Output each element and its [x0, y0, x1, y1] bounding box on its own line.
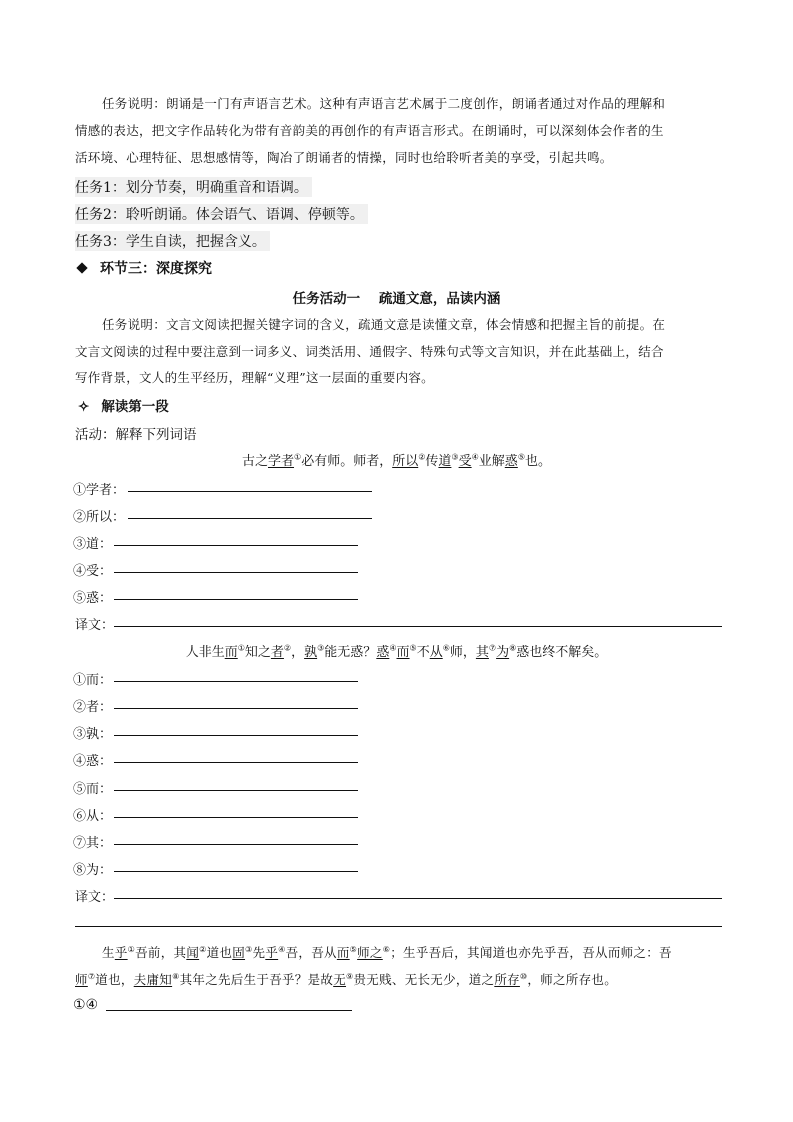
s3-item-blank[interactable]	[106, 1010, 352, 1011]
s1-translation-blank[interactable]	[114, 626, 722, 627]
s1-item-4-blank[interactable]	[114, 572, 358, 573]
part-title: 解读第一段	[101, 399, 169, 415]
s2-item-8-blank[interactable]	[114, 871, 358, 872]
sentence-1: 古之学者①必有师。师者，所以②传道③受④业解惑⑤也。	[241, 452, 551, 469]
s1-item-1-label: ①学者：	[73, 483, 126, 498]
sentence-3-line-1: 生乎①吾前，其闻②道也固③先乎④吾，吾从而⑤师之⑥；生乎吾后，其闻道也亦先乎吾，吾从而师之：吾	[102, 945, 672, 961]
s2-translation-blank[interactable]	[114, 898, 722, 899]
s2-item-4-label: ④惑：	[73, 754, 113, 769]
task-2: 任务2：聆听朗诵。体会语气、语调、停顿等。	[75, 204, 368, 224]
s2-item-2-label: ②者：	[73, 700, 113, 715]
task-1: 任务1：划分节奏，明确重音和语调。	[75, 177, 312, 197]
s2-item-5-label: ⑤而：	[73, 782, 113, 797]
sentence-3-line-2: 师⑦道也，夫庸知⑧其年之先后生于吾乎？是故无⑨贵无贱、无长无少，道之所存⑩，师之所存也。	[75, 972, 618, 988]
intro-line-1: 任务说明：朗诵是一门有声语言艺术。这种有声语言艺术属于二度创作，朗诵者通过对作品的理解和	[102, 96, 666, 111]
s2-item-1-label: ①而：	[73, 673, 113, 688]
s1-item-2-blank[interactable]	[128, 518, 372, 519]
s2-item-3-label: ③孰：	[73, 727, 113, 742]
s2-item-6-blank[interactable]	[114, 817, 358, 818]
activity-desc-1: 任务说明：文言文阅读把握关键字词的含义，疏通文意是读懂文章，体会情感和把握主旨的前提。在	[102, 317, 666, 332]
activity-desc-2: 文言文阅读的过程中要注意到一词多义、词类活用、通假字、特殊句式等文言知识，并在此基础上，结合	[75, 344, 664, 359]
s3-item-label: ①④	[73, 997, 99, 1013]
s1-item-3-blank[interactable]	[114, 545, 358, 546]
sparkle-bullet-icon: ✧	[78, 399, 90, 415]
diamond-bullet-icon	[76, 262, 87, 273]
section-heading	[78, 258, 212, 278]
s1-translation-label: 译文：	[75, 618, 115, 633]
s2-item-2-blank[interactable]	[114, 708, 358, 709]
s2-item-8-label: ⑧为：	[73, 863, 113, 878]
s1-item-5-blank[interactable]	[114, 599, 358, 600]
s1-item-4-label: ④受：	[73, 564, 113, 579]
activity-desc-3: 写作背景，文人的生平经历，理解“义理”这一层面的重要内容。	[75, 370, 434, 385]
s2-item-1-blank[interactable]	[114, 681, 358, 682]
part-heading	[78, 395, 169, 415]
sentence-2: 人非生而①知之者②，孰③能无惑？惑④而⑤不从⑥师，其⑦为⑧惑也终不解矣。	[185, 643, 608, 660]
s1-item-2-label: ②所以：	[73, 510, 126, 525]
s1-item-3-label: ③道：	[73, 537, 113, 552]
s2-item-7-label: ⑦其：	[73, 836, 113, 851]
s2-item-3-blank[interactable]	[114, 735, 358, 736]
activity-title: 任务活动一 疏通文意，品读内涵	[292, 291, 501, 307]
s2-item-5-blank[interactable]	[114, 790, 358, 791]
intro-line-2: 情感的表达，把文字作品转化为带有音韵美的再创作的有声语言形式。在朗诵时，可以深刻体会作者的生	[75, 123, 664, 138]
section-title: 环节三：深度探究	[100, 261, 212, 277]
s2-translation-label: 译文：	[75, 890, 115, 905]
s2-item-6-label: ⑥从：	[73, 809, 113, 824]
s2-translation-blank-2[interactable]	[75, 926, 722, 927]
s1-item-5-label: ⑤惑：	[73, 591, 113, 606]
activity-instruction: 活动：解释下列词语	[75, 427, 197, 443]
intro-line-3: 活环境、心理特征、思想感情等，陶冶了朗诵者的情操，同时也给聆听者美的享受，引起共鸣。	[75, 150, 613, 165]
task-3: 任务3：学生自读，把握含义。	[75, 231, 270, 251]
s1-item-1-blank[interactable]	[128, 491, 372, 492]
s2-item-4-blank[interactable]	[114, 762, 358, 763]
s2-item-7-blank[interactable]	[114, 844, 358, 845]
